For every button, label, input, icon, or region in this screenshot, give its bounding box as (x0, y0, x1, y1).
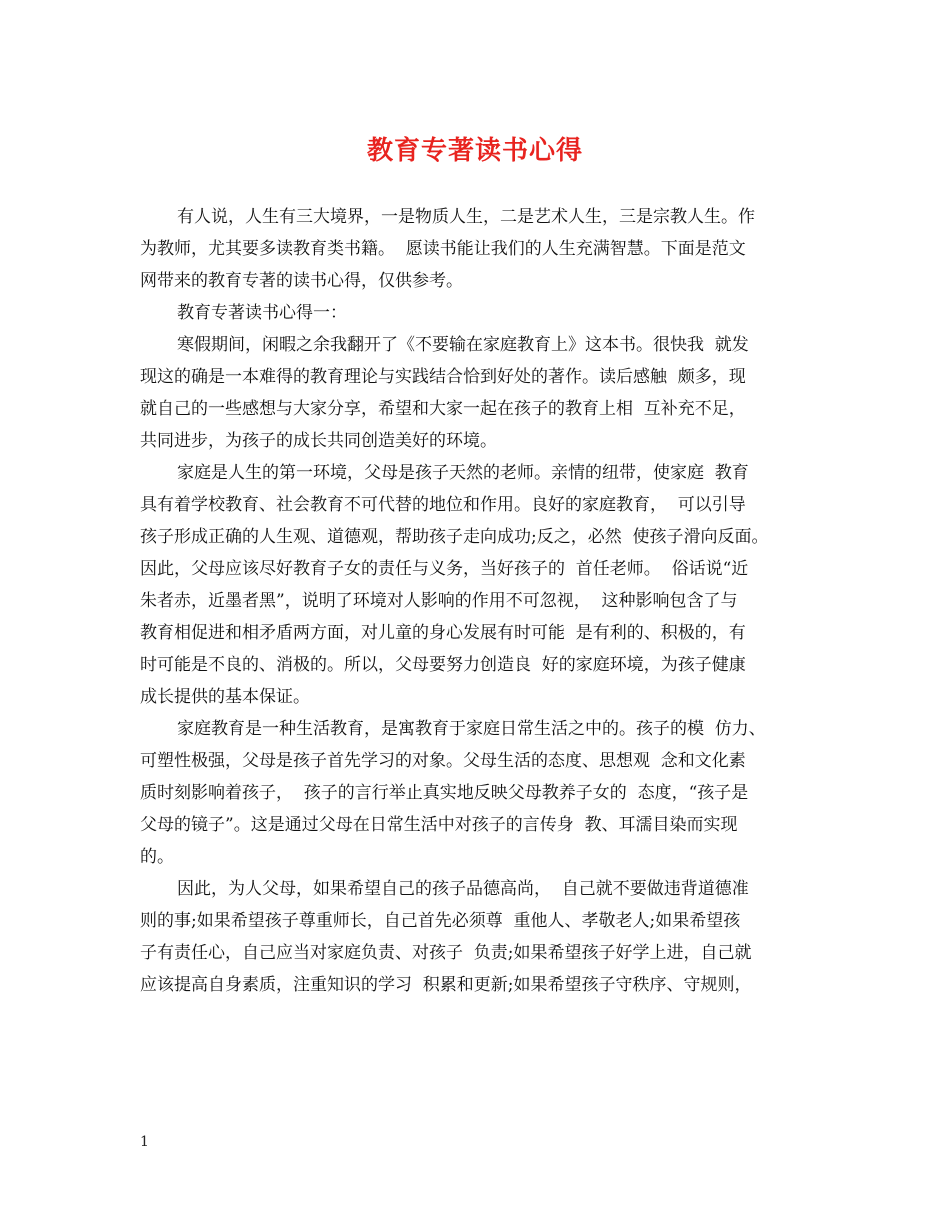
text-line: 质时刻影响着孩子， 孩子的言行举止真实地反映父母教养子女的 态度，“孩子是 (140, 783, 749, 803)
text-line: 父母的镜子”。这是通过父母在日常生活中对孩子的言传身 教、耳濡目染而实现 (140, 815, 738, 835)
text-line: 时可能是不良的、消极的。所以，父母要努力创造良 好的家庭环境，为孩子健康 (140, 655, 746, 675)
page-number: 1 (140, 1134, 149, 1150)
text-line: 因此，父母应该尽好教育子女的责任与义务，当好孩子的 首任老师。 俗话说“近 (140, 559, 749, 579)
text-line: 则的事;如果希望孩子尊重师长，自己首先必须尊 重他人、孝敬老人;如果希望孩 (140, 911, 741, 931)
document-title: 教育专著读书心得 (366, 136, 583, 166)
text-line: 可塑性极强，父母是孩子首先学习的对象。父母生活的态度、思想观 念和文化素 (140, 751, 746, 771)
text-line: 的。 (140, 847, 174, 867)
text-line: 家庭是人生的第一环境，父母是孩子天然的老师。亲情的纽带，使家庭 教育 (177, 463, 749, 483)
text-line: 朱者赤，近墨者黑”，说明了环境对人影响的作用不可忽视， 这种影响包含了与 (140, 591, 738, 611)
text-line: 应该提高自身素质，注重知识的学习 积累和更新;如果希望孩子守秩序、守规则， (140, 975, 752, 995)
text-line: 寒假期间，闲暇之余我翻开了《不要输在家庭教育上》这本书。很快我 就发 (177, 335, 749, 355)
text-line: 子有责任心，自己应当对家庭负责、对孩子 负责;如果希望孩子好学上进，自己就 (140, 943, 752, 963)
text-line: 为教师，尤其要多读教育类书籍。 愿读书能让我们的人生充满智慧。下面是范文 (140, 239, 746, 259)
section-heading: 教育专著读书心得一： (177, 303, 347, 323)
text-line: 孩子形成正确的人生观、道德观，帮助孩子走向成功;反之，必然 使孩子滑向反面。 (140, 527, 769, 547)
text-line: 教育相促进和相矛盾两方面，对儿童的身心发展有时可能 是有利的、积极的，有 (140, 623, 746, 643)
document-body (140, 201, 830, 1001)
text-line: 就自己的一些感想与大家分享，希望和大家一起在孩子的教育上相 互补充不足， (140, 399, 746, 419)
text-line: 因此，为人父母，如果希望自己的孩子品德高尚， 自己就不要做违背道德准 (177, 879, 749, 899)
text-line: 现这的确是一本难得的教育理论与实践结合恰到好处的著作。读后感触 颇多，现 (140, 367, 746, 387)
text-line: 网带来的教育专著的读书心得，仅供参考。 (140, 271, 463, 291)
text-line: 具有着学校教育、社会教育不可代替的地位和作用。良好的家庭教育， 可以引导 (140, 495, 746, 515)
text-line: 家庭教育是一种生活教育，是寓教育于家庭日常生活之中的。孩子的模 仿力、 (177, 719, 766, 739)
text-line: 共同进步，为孩子的成长共同创造美好的环境。 (140, 431, 497, 451)
text-line: 成长提供的基本保证。 (140, 687, 310, 707)
text-line: 有人说，人生有三大境界，一是物质人生，二是艺术人生，三是宗教人生。作 (177, 207, 755, 227)
